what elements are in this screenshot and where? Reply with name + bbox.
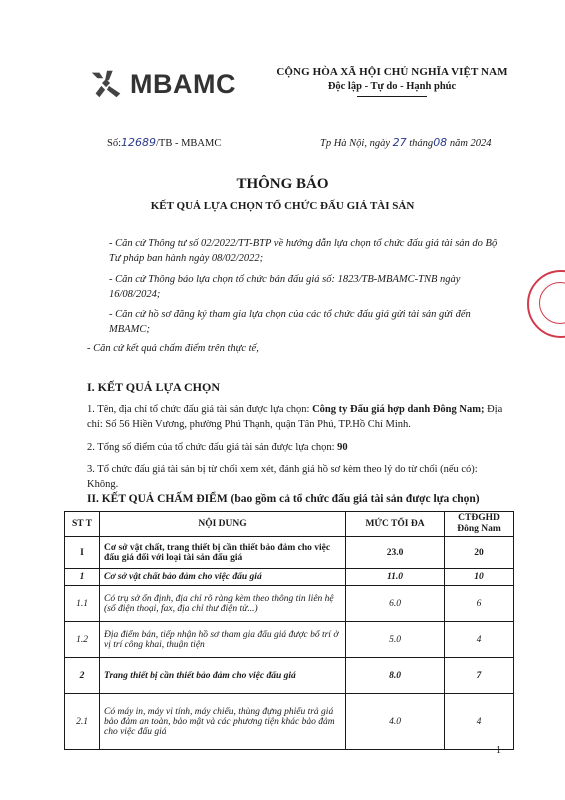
header-stt: ST T <box>65 512 100 537</box>
table-row: 2.1 Có máy in, máy vi tính, máy chiếu, thùng đựng phiếu trả giá bảo đảm an toàn, bảo mật và các phương tiện khác bảo đảm cho việc đấu giá 4.0 4 <box>65 694 514 750</box>
scoring-table <box>64 511 514 750</box>
section-1-item-2: 2. Tổng số điểm của tổ chức đấu giá tài sản được lựa chọn: 90 <box>87 442 348 453</box>
header-divider <box>357 96 427 97</box>
reference-handwritten-number: 12689 <box>121 136 157 149</box>
basis-2: - Căn cứ Thông báo lựa chọn tổ chức bán đấu giá số: 1823/TB-MBAMC-TNB ngày 16/08/2024; <box>109 274 461 300</box>
basis-3: - Căn cứ hồ sơ đăng ký tham gia lựa chọn của các tổ chức đấu giá gửi tài sản gửi đến MBAMC; <box>109 309 471 335</box>
document-subtitle: KẾT QUẢ LỰA CHỌN TỔ CHỨC ĐẤU GIÁ TÀI SẢN <box>150 200 415 212</box>
document-date <box>320 136 492 149</box>
table-row: 1.1 Có trụ sở ổn định, địa chỉ rõ ràng kèm theo thông tin liên hệ (số điện thoại, fax, địa chỉ thư điện tử...) 6.0 6 <box>65 586 514 622</box>
company-logo <box>88 64 268 104</box>
section-1-item-3: 3. Tổ chức đấu giá tài sản bị từ chối xem xét, đánh giá hồ sơ kèm theo lý do từ chối (nếu có): Không. <box>87 464 478 490</box>
table-row: 1 Cơ sở vật chất bảo đảm cho việc đấu giá 11.0 10 <box>65 569 514 586</box>
national-header <box>262 66 522 97</box>
date-year: năm 2024 <box>449 138 492 149</box>
national-motto: Độc lập - Tự do - Hạnh phúc <box>327 81 457 92</box>
page-number: 1 <box>496 745 501 756</box>
table-row: 1.2 Địa điểm bán, tiếp nhận hồ sơ tham gia đấu giá được bố trí ở vị trí công khai, thuận tiện 5.0 4 <box>65 622 514 658</box>
header-content: NỘI DUNG <box>100 512 346 537</box>
date-prefix: Tp Hà Nội, ngày <box>320 138 391 149</box>
date-month: 08 <box>433 136 448 149</box>
section-1-item-1: 1. Tên, địa chỉ tổ chức đấu giá tài sản được lựa chọn: Công ty Đấu giá hợp danh Đông Nam; Địa chỉ: Số 56 Hiền Vương, phường Phú Thạnh, quận Tân Phú, TP.Hồ Chí Minh. <box>87 404 503 430</box>
section-1-heading: I. KẾT QUẢ LỰA CHỌN <box>87 380 221 394</box>
reference-prefix: Số: <box>107 138 122 149</box>
mbamc-logo-icon <box>88 65 126 103</box>
national-title: CỘNG HÒA XÃ HỘI CHỦ NGHĨA VIỆT NAM <box>276 66 508 78</box>
table-row: I Cơ sở vật chất, trang thiết bị cần thiết bảo đảm cho việc đấu giá đối với loại tài sản đấu giá 23.0 20 <box>65 537 514 569</box>
selected-organization-name: Công ty Đấu giá hợp danh Đông Nam; <box>312 404 485 415</box>
table-header-row <box>65 512 514 537</box>
section-2-heading: II. KẾT QUẢ CHẤM ĐIỂM (bao gồm cả tổ chức đấu giá tài sản được lựa chọn) <box>87 493 480 505</box>
total-score: 90 <box>337 442 348 453</box>
reference-suffix: /TB - MBAMC <box>156 138 222 149</box>
reference-number <box>107 136 221 149</box>
red-seal-stamp <box>527 270 565 338</box>
logo-text: MBAMC <box>130 68 236 99</box>
table-row: 2 Trang thiết bị cần thiết bảo đảm cho việc đấu giá 8.0 7 <box>65 658 514 694</box>
header-max: MỨC TỐI ĐA <box>346 512 445 537</box>
date-day: 27 <box>392 136 407 149</box>
basis-1: - Căn cứ Thông tư số 02/2022/TT-BTP về hướng dẫn lựa chọn tổ chức đấu giá tài sản do Bộ Tư pháp ban hành ngày 08/02/2022; <box>109 238 498 264</box>
document-title: THÔNG BÁO <box>236 176 329 192</box>
date-month-label: tháng <box>409 138 434 149</box>
basis-4: - Căn cứ kết quả chấm điểm trên thực tế, <box>87 343 259 354</box>
header-score: CTĐGHD Đông Nam <box>445 512 514 537</box>
